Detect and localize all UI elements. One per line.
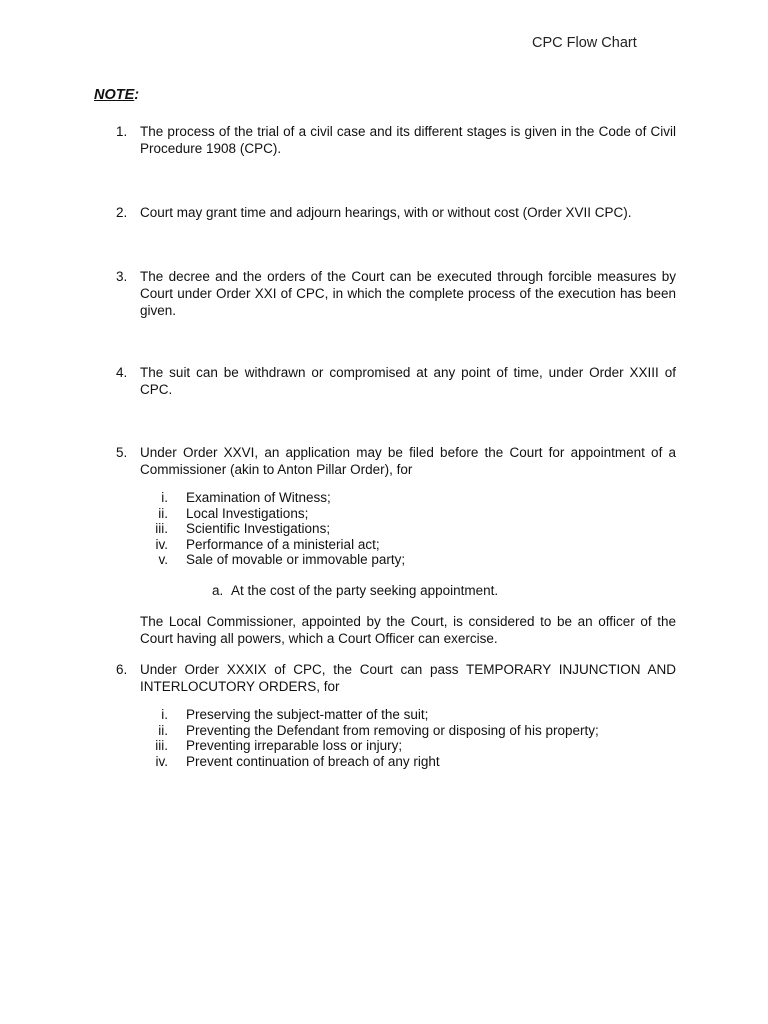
list-item <box>140 738 660 754</box>
list-item-number: v. <box>158 552 168 567</box>
note-item-2 <box>116 204 676 221</box>
list-item-text: Scientific Investigations; <box>186 521 331 536</box>
item-number: 5. <box>116 445 128 460</box>
item-number: 4. <box>116 365 128 380</box>
list-item-text: Preventing the Defendant from removing or disposing of his property; <box>186 722 599 738</box>
list-item <box>140 490 660 506</box>
list-item-number: ii. <box>158 505 168 521</box>
list-item-number: iii. <box>155 521 168 536</box>
list-item-number: ii. <box>158 722 168 738</box>
list-item-text: Local Investigations; <box>186 505 309 521</box>
item5-sub-point <box>212 582 498 599</box>
list-item-number: iii. <box>155 738 168 753</box>
list-item <box>140 754 660 770</box>
list-item <box>140 552 660 568</box>
sub-point-letter: a. <box>212 583 224 598</box>
list-item <box>140 537 660 553</box>
item-text: Under Order XXXIX of CPC, the Court can pass TEMPORARY INJUNCTION AND INTERLOCUTORY ORDERS, for <box>140 662 676 694</box>
list-item-text: Examination of Witness; <box>186 490 331 505</box>
item-text: Court may grant time and adjourn hearings, with or without cost (Order XVII CPC). <box>140 205 632 220</box>
item5-paragraph: The Local Commissioner, appointed by the Court, is considered to be an officer of the Court having all powers, which a Court Officer can exercise. <box>140 614 676 646</box>
item-text: The decree and the orders of the Court can be executed through forcible measures by Court under Order XXI of CPC, in which the complete process of the execution has been given. <box>140 269 676 318</box>
list-item-number: i. <box>161 490 168 505</box>
list-item-number: i. <box>161 707 168 722</box>
note-colon: : <box>134 87 140 103</box>
item-text: Under Order XXVI, an application may be filed before the Court for appointment of a Commissioner (akin to Anton Pillar Order), for <box>140 445 676 477</box>
item-number: 6. <box>116 662 128 677</box>
item-number: 1. <box>116 124 128 139</box>
note-heading <box>94 87 139 104</box>
list-item-number: iv. <box>155 536 168 552</box>
list-item-text: Prevent continuation of breach of any right <box>186 753 440 769</box>
note-item-4 <box>116 364 676 398</box>
item5-roman-list <box>140 490 660 568</box>
item-text: The suit can be withdrawn or compromised at any point of time, under Order XXIII of CPC. <box>140 365 676 397</box>
item-text: The process of the trial of a civil case and its different stages is given in the Code of Civil Procedure 1908 (CPC). <box>140 124 676 156</box>
list-item-text: Preserving the subject-matter of the suit; <box>186 707 429 722</box>
list-item <box>140 521 660 537</box>
item6-roman-list <box>140 707 660 769</box>
page-header-title: CPC Flow Chart <box>532 35 637 51</box>
list-item-text: Preventing irreparable loss or injury; <box>186 738 403 753</box>
note-item-5 <box>116 444 676 478</box>
item-number: 2. <box>116 205 128 220</box>
note-label: NOTE <box>94 87 135 103</box>
note-item-6 <box>116 661 676 695</box>
sub-point-text: At the cost of the party seeking appointment. <box>231 583 499 598</box>
list-item <box>140 707 660 723</box>
note-item-1 <box>116 123 676 157</box>
list-item <box>140 506 660 522</box>
list-item-number: iv. <box>155 753 168 769</box>
list-item-text: Performance of a ministerial act; <box>186 536 380 552</box>
note-item-3 <box>116 268 676 319</box>
list-item <box>140 723 660 739</box>
list-item-text: Sale of movable or immovable party; <box>186 552 406 567</box>
item-number: 3. <box>116 269 128 284</box>
